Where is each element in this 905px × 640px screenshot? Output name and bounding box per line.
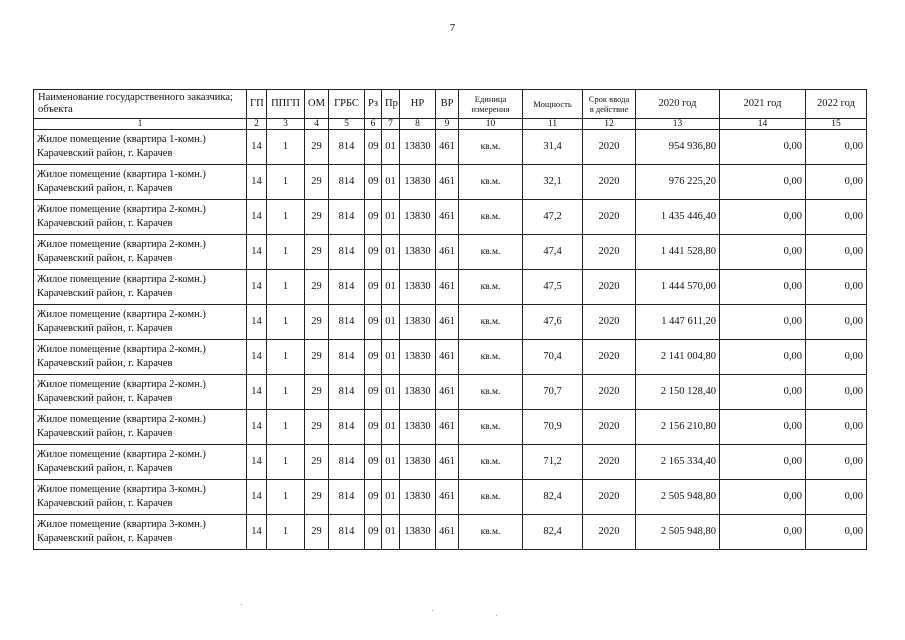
cell-gp: 14 — [247, 375, 267, 410]
cell-2021: 0,00 — [720, 270, 806, 305]
cell-unit: кв.м. — [459, 375, 523, 410]
cell-nr: 13830 — [400, 340, 436, 375]
cell-rz: 09 — [365, 165, 382, 200]
cell-power: 70,9 — [523, 410, 583, 445]
cell-vr: 461 — [436, 305, 459, 340]
cell-2020: 2 150 128,40 — [636, 375, 720, 410]
cell-object-name — [34, 480, 247, 515]
cell-2022: 0,00 — [806, 410, 867, 445]
cell-grbs: 814 — [329, 375, 365, 410]
cell-grbs: 814 — [329, 340, 365, 375]
cell-rz: 09 — [365, 270, 382, 305]
cell-om: 29 — [305, 410, 329, 445]
cell-ppgp: 1 — [267, 515, 305, 550]
cell-ppgp: 1 — [267, 410, 305, 445]
cell-gp: 14 — [247, 480, 267, 515]
cell-2021: 0,00 — [720, 375, 806, 410]
object-title: Жилое помещение (квартира 2-комн.) — [37, 414, 206, 425]
cell-gp: 14 — [247, 200, 267, 235]
header-pr: Пр — [382, 90, 400, 119]
header-unit: Единица измерения — [459, 90, 523, 119]
cell-om: 29 — [305, 130, 329, 165]
investment-table — [33, 89, 867, 550]
cell-object-name — [34, 235, 247, 270]
cell-ppgp: 1 — [267, 340, 305, 375]
cell-grbs: 814 — [329, 130, 365, 165]
header-2021: 2021 год — [720, 90, 806, 119]
cell-pr: 01 — [382, 200, 400, 235]
table-row — [34, 410, 867, 445]
cell-unit: кв.м. — [459, 270, 523, 305]
object-title: Жилое помещение (квартира 2-комн.) — [37, 274, 206, 285]
cell-vr: 461 — [436, 410, 459, 445]
cell-2021: 0,00 — [720, 200, 806, 235]
cell-vr: 461 — [436, 235, 459, 270]
cell-grbs: 814 — [329, 445, 365, 480]
object-location: Карачевский район, г. Карачев — [37, 533, 173, 544]
cell-2022: 0,00 — [806, 305, 867, 340]
object-title: Жилое помещение (квартира 2-комн.) — [37, 344, 206, 355]
column-number: 15 — [806, 119, 867, 130]
table-row — [34, 445, 867, 480]
cell-unit: кв.м. — [459, 445, 523, 480]
object-title: Жилое помещение (квартира 1-комн.) — [37, 134, 206, 145]
cell-vr: 461 — [436, 515, 459, 550]
object-location: Карачевский район, г. Карачев — [37, 498, 173, 509]
table-row — [34, 480, 867, 515]
object-location: Карачевский район, г. Карачев — [37, 148, 173, 159]
cell-2022: 0,00 — [806, 515, 867, 550]
cell-commission-year: 2020 — [583, 445, 636, 480]
cell-power: 82,4 — [523, 480, 583, 515]
cell-gp: 14 — [247, 445, 267, 480]
object-location: Карачевский район, г. Карачев — [37, 183, 173, 194]
cell-nr: 13830 — [400, 235, 436, 270]
cell-commission-year: 2020 — [583, 165, 636, 200]
cell-object-name — [34, 130, 247, 165]
cell-unit: кв.м. — [459, 515, 523, 550]
cell-grbs: 814 — [329, 270, 365, 305]
cell-2022: 0,00 — [806, 480, 867, 515]
cell-2020: 2 505 948,80 — [636, 515, 720, 550]
table-body — [34, 90, 867, 550]
cell-power: 70,7 — [523, 375, 583, 410]
column-number: 6 — [365, 119, 382, 130]
cell-2020: 1 447 611,20 — [636, 305, 720, 340]
cell-gp: 14 — [247, 515, 267, 550]
cell-unit: кв.м. — [459, 410, 523, 445]
column-number: 9 — [436, 119, 459, 130]
scan-speck — [496, 615, 497, 616]
cell-nr: 13830 — [400, 165, 436, 200]
object-location: Карачевский район, г. Карачев — [37, 358, 173, 369]
cell-vr: 461 — [436, 200, 459, 235]
cell-gp: 14 — [247, 305, 267, 340]
cell-nr: 13830 — [400, 445, 436, 480]
object-title: Жилое помещение (квартира 3-комн.) — [37, 484, 206, 495]
cell-om: 29 — [305, 305, 329, 340]
cell-rz: 09 — [365, 235, 382, 270]
cell-vr: 461 — [436, 375, 459, 410]
cell-power: 47,2 — [523, 200, 583, 235]
cell-gp: 14 — [247, 235, 267, 270]
cell-object-name — [34, 445, 247, 480]
cell-2021: 0,00 — [720, 340, 806, 375]
cell-unit: кв.м. — [459, 200, 523, 235]
header-rz: Рз — [365, 90, 382, 119]
cell-rz: 09 — [365, 445, 382, 480]
cell-pr: 01 — [382, 515, 400, 550]
cell-ppgp: 1 — [267, 480, 305, 515]
cell-rz: 09 — [365, 340, 382, 375]
cell-commission-year: 2020 — [583, 305, 636, 340]
cell-rz: 09 — [365, 130, 382, 165]
header-om: ОМ — [305, 90, 329, 119]
cell-2020: 2 156 210,80 — [636, 410, 720, 445]
cell-object-name — [34, 165, 247, 200]
cell-object-name — [34, 270, 247, 305]
header-nr: НР — [400, 90, 436, 119]
cell-power: 47,5 — [523, 270, 583, 305]
column-number: 12 — [583, 119, 636, 130]
cell-ppgp: 1 — [267, 445, 305, 480]
cell-nr: 13830 — [400, 200, 436, 235]
cell-2021: 0,00 — [720, 235, 806, 270]
cell-object-name — [34, 375, 247, 410]
cell-ppgp: 1 — [267, 130, 305, 165]
object-title: Жилое помещение (квартира 1-комн.) — [37, 169, 206, 180]
cell-grbs: 814 — [329, 235, 365, 270]
cell-ppgp: 1 — [267, 375, 305, 410]
table-row — [34, 375, 867, 410]
cell-grbs: 814 — [329, 200, 365, 235]
table-row — [34, 270, 867, 305]
cell-unit: кв.м. — [459, 235, 523, 270]
cell-rz: 09 — [365, 480, 382, 515]
table-row — [34, 130, 867, 165]
header-2020: 2020 год — [636, 90, 720, 119]
cell-pr: 01 — [382, 270, 400, 305]
header-row — [34, 90, 867, 119]
object-title: Жилое помещение (квартира 3-комн.) — [37, 519, 206, 530]
cell-pr: 01 — [382, 305, 400, 340]
cell-grbs: 814 — [329, 410, 365, 445]
cell-gp: 14 — [247, 270, 267, 305]
cell-2022: 0,00 — [806, 270, 867, 305]
object-location: Карачевский район, г. Карачев — [37, 393, 173, 404]
cell-2022: 0,00 — [806, 130, 867, 165]
cell-nr: 13830 — [400, 305, 436, 340]
cell-om: 29 — [305, 200, 329, 235]
cell-unit: кв.м. — [459, 165, 523, 200]
cell-vr: 461 — [436, 270, 459, 305]
cell-pr: 01 — [382, 480, 400, 515]
cell-2022: 0,00 — [806, 235, 867, 270]
cell-2021: 0,00 — [720, 130, 806, 165]
cell-commission-year: 2020 — [583, 515, 636, 550]
cell-om: 29 — [305, 340, 329, 375]
cell-unit: кв.м. — [459, 340, 523, 375]
cell-rz: 09 — [365, 305, 382, 340]
cell-ppgp: 1 — [267, 165, 305, 200]
column-number: 7 — [382, 119, 400, 130]
column-number-row — [34, 119, 867, 130]
cell-unit: кв.м. — [459, 305, 523, 340]
cell-rz: 09 — [365, 375, 382, 410]
cell-om: 29 — [305, 270, 329, 305]
cell-vr: 461 — [436, 445, 459, 480]
cell-om: 29 — [305, 445, 329, 480]
cell-2020: 1 444 570,00 — [636, 270, 720, 305]
cell-object-name — [34, 340, 247, 375]
cell-gp: 14 — [247, 410, 267, 445]
cell-grbs: 814 — [329, 305, 365, 340]
cell-om: 29 — [305, 235, 329, 270]
header-name: Наименование государственного заказчика; объекта — [34, 90, 247, 119]
cell-pr: 01 — [382, 340, 400, 375]
object-location: Карачевский район, г. Карачев — [37, 323, 173, 334]
object-title: Жилое помещение (квартира 2-комн.) — [37, 309, 206, 320]
cell-2020: 2 165 334,40 — [636, 445, 720, 480]
object-title: Жилое помещение (квартира 2-комн.) — [37, 449, 206, 460]
cell-power: 31,4 — [523, 130, 583, 165]
cell-nr: 13830 — [400, 130, 436, 165]
cell-object-name — [34, 515, 247, 550]
cell-2021: 0,00 — [720, 165, 806, 200]
cell-commission-year: 2020 — [583, 375, 636, 410]
cell-nr: 13830 — [400, 515, 436, 550]
cell-om: 29 — [305, 165, 329, 200]
cell-rz: 09 — [365, 410, 382, 445]
cell-vr: 461 — [436, 130, 459, 165]
header-commission-term: Срок ввода в действие — [583, 90, 636, 119]
cell-object-name — [34, 200, 247, 235]
header-2022: 2022 год — [806, 90, 867, 119]
cell-commission-year: 2020 — [583, 340, 636, 375]
cell-pr: 01 — [382, 130, 400, 165]
header-ppgp: ППГП — [267, 90, 305, 119]
header-grbs: ГРБС — [329, 90, 365, 119]
cell-power: 47,4 — [523, 235, 583, 270]
column-number: 13 — [636, 119, 720, 130]
cell-rz: 09 — [365, 515, 382, 550]
column-number: 10 — [459, 119, 523, 130]
cell-2021: 0,00 — [720, 480, 806, 515]
header-gp: ГП — [247, 90, 267, 119]
cell-commission-year: 2020 — [583, 130, 636, 165]
table-row — [34, 305, 867, 340]
cell-commission-year: 2020 — [583, 200, 636, 235]
object-location: Карачевский район, г. Карачев — [37, 428, 173, 439]
object-location: Карачевский район, г. Карачев — [37, 218, 173, 229]
table-row — [34, 515, 867, 550]
cell-2022: 0,00 — [806, 445, 867, 480]
cell-om: 29 — [305, 515, 329, 550]
table-row — [34, 200, 867, 235]
column-number: 2 — [247, 119, 267, 130]
object-location: Карачевский район, г. Карачев — [37, 463, 173, 474]
cell-ppgp: 1 — [267, 235, 305, 270]
cell-ppgp: 1 — [267, 200, 305, 235]
cell-2022: 0,00 — [806, 165, 867, 200]
cell-commission-year: 2020 — [583, 270, 636, 305]
table-row — [34, 235, 867, 270]
cell-2021: 0,00 — [720, 305, 806, 340]
cell-vr: 461 — [436, 165, 459, 200]
cell-pr: 01 — [382, 445, 400, 480]
column-number: 14 — [720, 119, 806, 130]
cell-power: 70,4 — [523, 340, 583, 375]
column-number: 3 — [267, 119, 305, 130]
object-title: Жилое помещение (квартира 2-комн.) — [37, 239, 206, 250]
cell-nr: 13830 — [400, 375, 436, 410]
cell-grbs: 814 — [329, 480, 365, 515]
cell-object-name — [34, 410, 247, 445]
cell-gp: 14 — [247, 340, 267, 375]
cell-unit: кв.м. — [459, 480, 523, 515]
cell-2022: 0,00 — [806, 375, 867, 410]
cell-rz: 09 — [365, 200, 382, 235]
cell-2021: 0,00 — [720, 410, 806, 445]
object-title: Жилое помещение (квартира 2-комн.) — [37, 204, 206, 215]
scan-speck — [241, 604, 242, 605]
table-row — [34, 340, 867, 375]
cell-2020: 2 505 948,80 — [636, 480, 720, 515]
cell-2020: 2 141 004,80 — [636, 340, 720, 375]
cell-2021: 0,00 — [720, 515, 806, 550]
scan-speck — [432, 610, 433, 611]
cell-2022: 0,00 — [806, 340, 867, 375]
object-location: Карачевский район, г. Карачев — [37, 253, 173, 264]
cell-grbs: 814 — [329, 515, 365, 550]
cell-2020: 1 435 446,40 — [636, 200, 720, 235]
cell-2022: 0,00 — [806, 200, 867, 235]
column-number: 5 — [329, 119, 365, 130]
cell-power: 32,1 — [523, 165, 583, 200]
cell-vr: 461 — [436, 480, 459, 515]
cell-commission-year: 2020 — [583, 235, 636, 270]
object-location: Карачевский район, г. Карачев — [37, 288, 173, 299]
object-title: Жилое помещение (квартира 2-комн.) — [37, 379, 206, 390]
cell-2020: 954 936,80 — [636, 130, 720, 165]
column-number: 4 — [305, 119, 329, 130]
header-vr: ВР — [436, 90, 459, 119]
header-power: Мощность — [523, 90, 583, 119]
column-number: 8 — [400, 119, 436, 130]
cell-om: 29 — [305, 375, 329, 410]
cell-nr: 13830 — [400, 480, 436, 515]
page-number: 7 — [449, 22, 456, 34]
table-row — [34, 165, 867, 200]
cell-grbs: 814 — [329, 165, 365, 200]
cell-vr: 461 — [436, 340, 459, 375]
cell-nr: 13830 — [400, 410, 436, 445]
cell-ppgp: 1 — [267, 270, 305, 305]
cell-pr: 01 — [382, 235, 400, 270]
cell-power: 82,4 — [523, 515, 583, 550]
cell-om: 29 — [305, 480, 329, 515]
cell-2021: 0,00 — [720, 445, 806, 480]
cell-nr: 13830 — [400, 270, 436, 305]
cell-ppgp: 1 — [267, 305, 305, 340]
cell-pr: 01 — [382, 410, 400, 445]
cell-commission-year: 2020 — [583, 410, 636, 445]
cell-unit: кв.м. — [459, 130, 523, 165]
cell-power: 71,2 — [523, 445, 583, 480]
cell-object-name — [34, 305, 247, 340]
cell-2020: 976 225,20 — [636, 165, 720, 200]
cell-power: 47,6 — [523, 305, 583, 340]
cell-gp: 14 — [247, 130, 267, 165]
column-number: 11 — [523, 119, 583, 130]
cell-commission-year: 2020 — [583, 480, 636, 515]
cell-pr: 01 — [382, 375, 400, 410]
column-number: 1 — [34, 119, 247, 130]
cell-pr: 01 — [382, 165, 400, 200]
cell-gp: 14 — [247, 165, 267, 200]
cell-2020: 1 441 528,80 — [636, 235, 720, 270]
